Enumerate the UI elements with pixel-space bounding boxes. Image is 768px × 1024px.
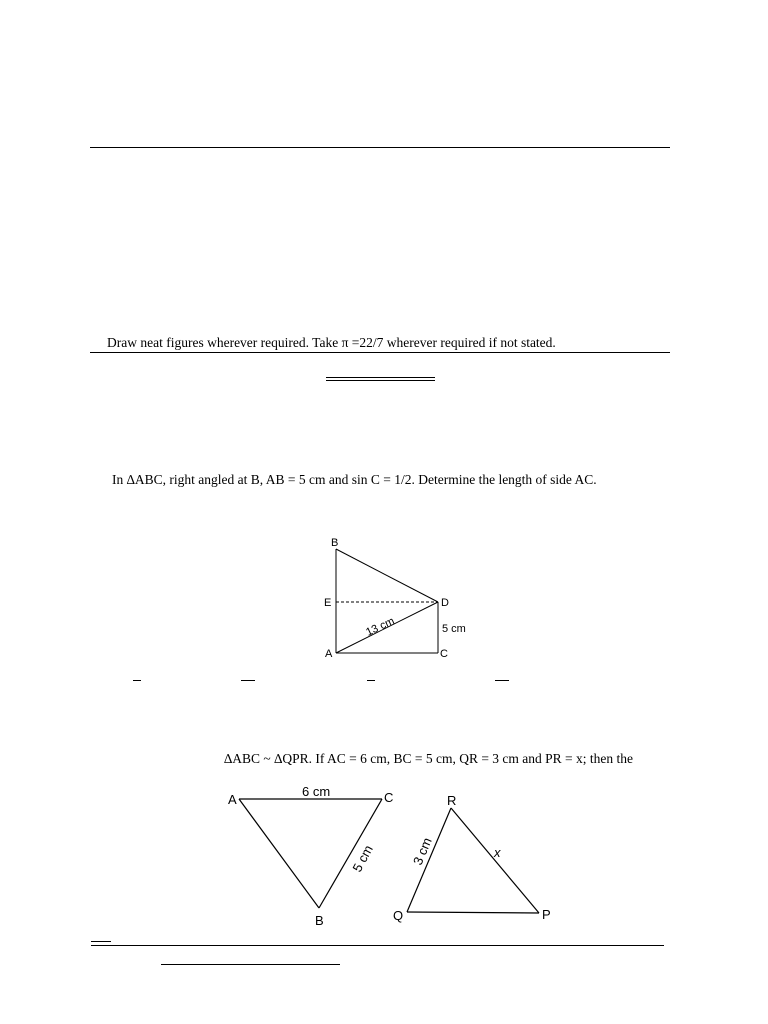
- triangle-abc-vertex-a: A: [228, 792, 237, 807]
- triangle-qpr-vertex-p: P: [542, 907, 551, 922]
- header-rule-top: [90, 147, 670, 148]
- footer-underline: [161, 964, 340, 965]
- section-divider-1: [326, 377, 435, 378]
- triangle-abc-side-bc: 5 cm: [349, 842, 376, 875]
- triangle-abc-side-ac: 6 cm: [302, 784, 331, 799]
- vertex-a-label: A: [325, 648, 333, 660]
- triangle-qpr-shape: [407, 808, 539, 913]
- side-ad-label: 13 cm: [364, 615, 397, 639]
- section-divider-2: [326, 380, 435, 381]
- triangle-qpr-vertex-r: R: [447, 793, 457, 808]
- option-d-mark: [495, 680, 509, 681]
- footer-rule-short: [91, 941, 111, 942]
- instructions-rule: [90, 352, 670, 353]
- side-ab-2: [239, 799, 319, 908]
- triangle-qpr-side-qr: 3 cm: [409, 835, 435, 868]
- triangle-abc-shape: [239, 799, 382, 908]
- option-a-mark: [133, 680, 141, 681]
- side-cb-2: [319, 799, 382, 908]
- vertex-e-label: E: [324, 597, 332, 609]
- vertex-d-label: D: [441, 597, 449, 609]
- side-rq: [407, 808, 451, 912]
- option-c-mark: [367, 680, 375, 681]
- vertex-b-label: B: [331, 537, 339, 549]
- footer-rule-long: [91, 945, 664, 946]
- side-rp: [451, 808, 539, 913]
- triangle-qpr-side-pr: x: [494, 845, 501, 860]
- side-dc-label: 5 cm: [442, 623, 466, 635]
- instructions-note: Draw neat figures wherever required. Take π =22/7 wherever required if not stated.: [107, 335, 556, 350]
- vertex-c-label: C: [440, 648, 448, 660]
- triangle-abc-vertex-b: B: [315, 913, 324, 928]
- option-b-mark: [241, 680, 255, 681]
- side-bd: [336, 549, 438, 602]
- side-ad: [336, 602, 438, 653]
- triangle-abc-vertex-c: C: [384, 790, 394, 805]
- question-2-text: ∆ABC ~ ∆QPR. If AC = 6 cm, BC = 5 cm, QR = 3 cm and PR = x; then the: [224, 751, 634, 766]
- side-qp: [407, 912, 539, 913]
- question-1-text: In ∆ABC, right angled at B, AB = 5 cm and sin C = 1/2. Determine the length of side AC.: [112, 472, 597, 487]
- figure-1-shape: [336, 549, 438, 653]
- triangle-qpr-vertex-q: Q: [393, 908, 404, 923]
